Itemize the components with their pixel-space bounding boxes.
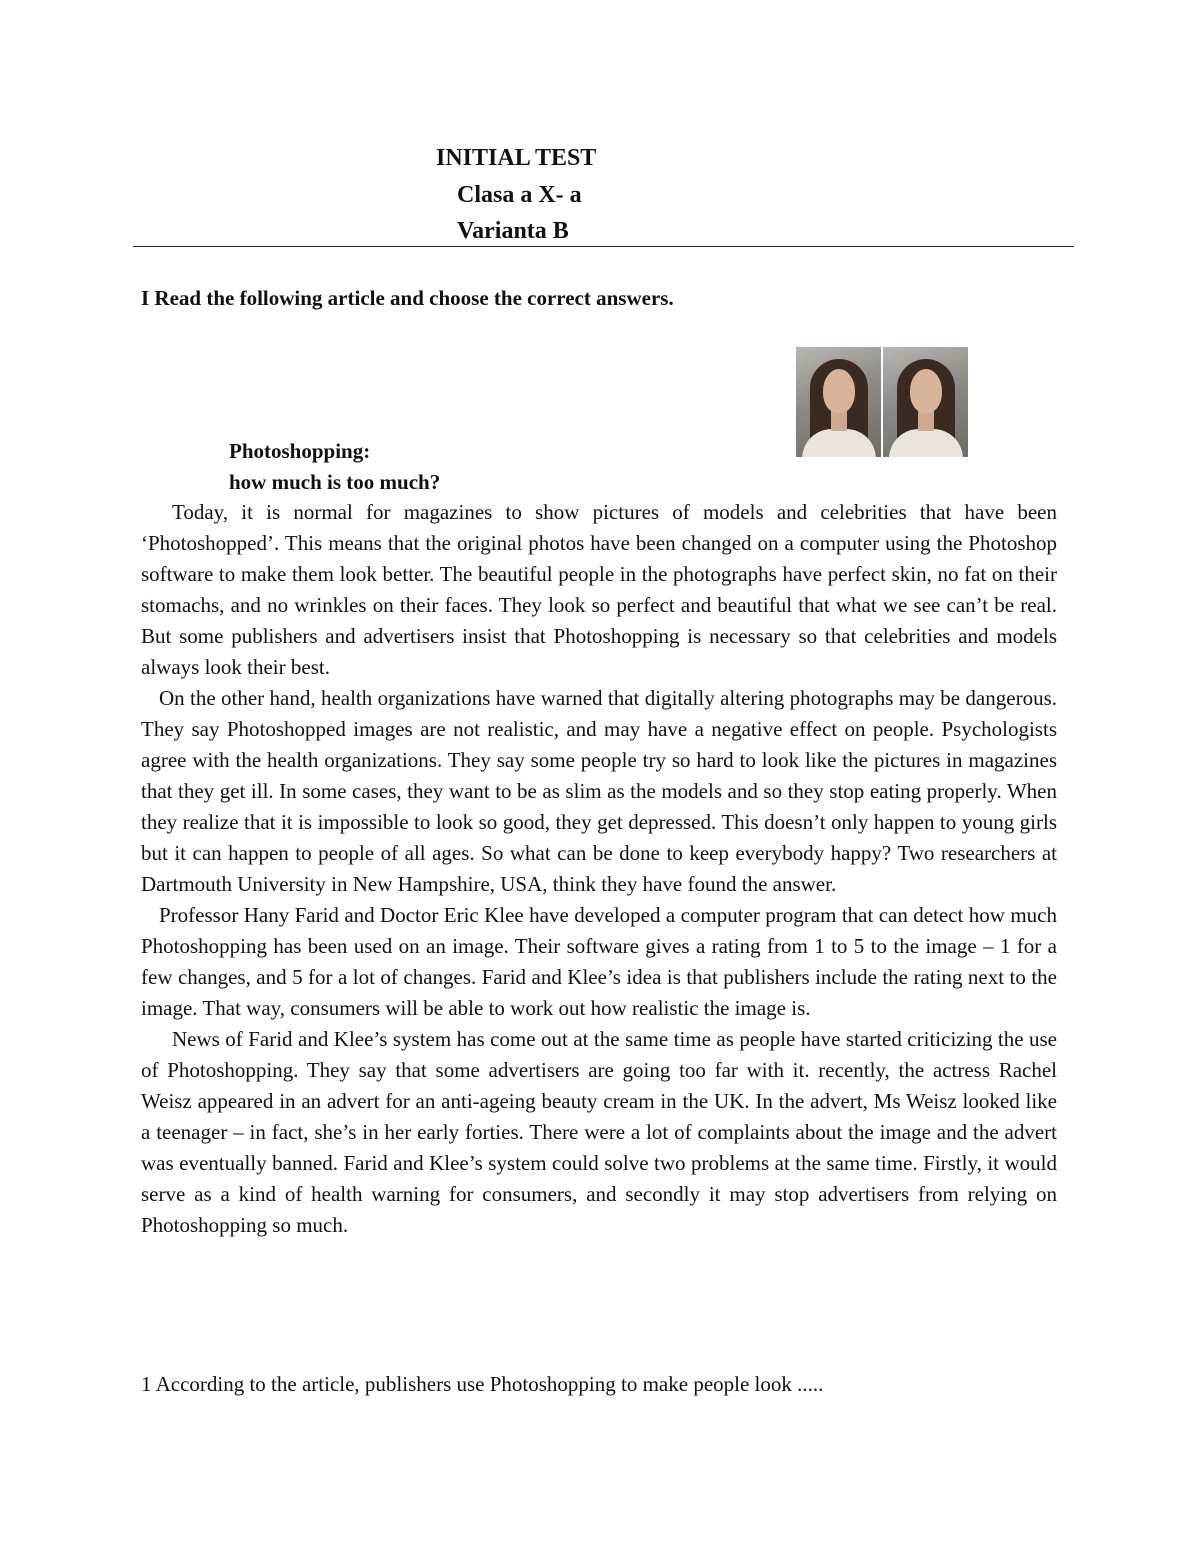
- question-1: 1 According to the article, publishers use Photoshopping to make people look .....: [141, 1372, 824, 1396]
- portrait-photo-after: [883, 347, 968, 457]
- before-after-photo: [796, 347, 968, 457]
- header-divider: [133, 246, 1074, 247]
- article-paragraph: Today, it is normal for magazines to show pictures of models and celebrities that have been ‘Photoshopped’. This means that the original photos have been changed on a computer using the Photoshop software to make them look better. The beautiful people in the photographs have perfect skin, no fat on their stomachs, and no wrinkles on their faces. They look so perfect and beautiful that what we see can’t be real. But some publishers and advertisers insist that Photoshopping is necessary so that celebrities and models always look their best.: [141, 500, 1057, 679]
- article-title: [229, 436, 440, 498]
- article-title-line-2: how much is too much?: [229, 470, 441, 494]
- article-paragraph: News of Farid and Klee’s system has come out at the same time as people have started criticizing the use of Photoshopping. They say that some advertisers are going too far with it. recently, the actress Rachel Weisz appeared in an advert for an anti-ageing beauty cream in the UK. In the advert, Ms Weisz looked like a teenager – in fact, she’s in her early forties. There were a lot of complaints about the image and the advert was eventually banned. Farid and Klee’s system could solve two problems at the same time. Firstly, it would serve as a kind of health warning for consumers, and secondly it may stop advertisers from relying on Photoshopping so much.: [141, 1027, 1057, 1237]
- exercise-instruction: I Read the following article and choose the correct answers.: [141, 286, 674, 310]
- article-paragraph: On the other hand, health organizations have warned that digitally altering photographs may be dangerous. They say Photoshopped images are not realistic, and may have a negative effect on people. Psychologists agree with the health organizations. They say some people try so hard to look like the pictures in magazines that they get ill. In some cases, they want to be as slim as the models and so they stop eating properly. When they realize that it is impossible to look so good, they get depressed. This doesn’t only happen to young girls but it can happen to people of all ages. So what can be done to keep everybody happy? Two researchers at Dartmouth University in New Hampshire, USA, think they have found the answer.: [141, 686, 1057, 896]
- class-line: Clasa a X- a: [457, 182, 582, 208]
- test-title: INITIAL TEST: [436, 145, 597, 171]
- variant-line: Varianta B: [457, 218, 569, 244]
- article-body: [141, 497, 1057, 1241]
- article-title-line-1: Photoshopping:: [229, 439, 371, 463]
- article-paragraph: Professor Hany Farid and Doctor Eric Klee have developed a computer program that can detect how much Photoshopping has been used on an image. Their software gives a rating from 1 to 5 to the image – 1 for a few changes, and 5 for a lot of changes. Farid and Klee’s idea is that publishers include the rating next to the image. That way, consumers will be able to work out how realistic the image is.: [141, 903, 1057, 1020]
- portrait-photo-before: [796, 347, 881, 457]
